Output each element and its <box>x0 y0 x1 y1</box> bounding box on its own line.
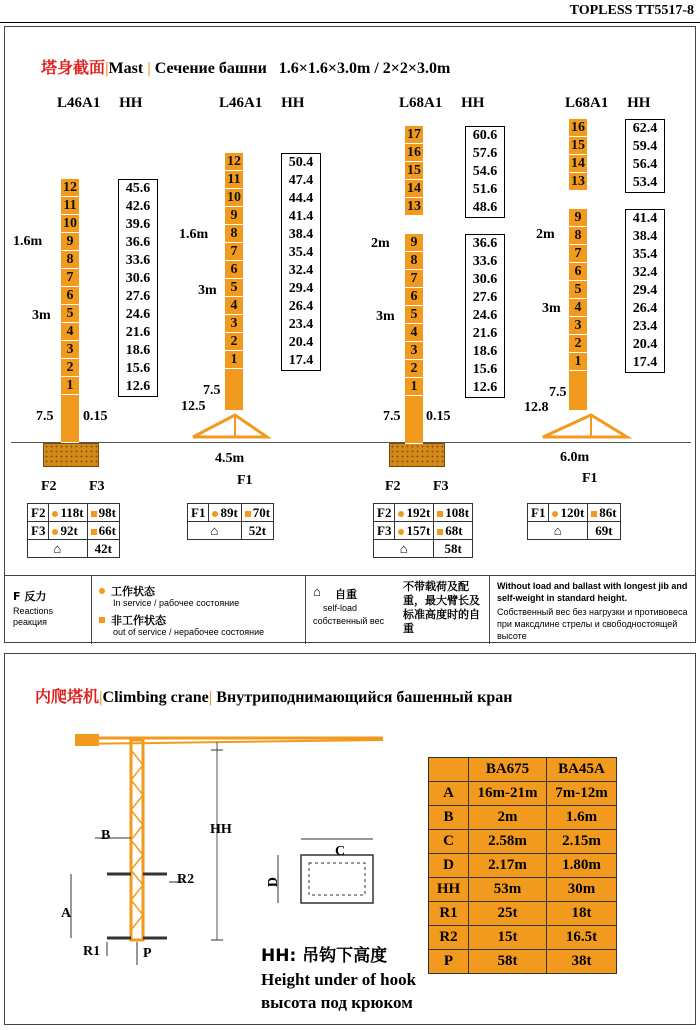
legend-out-service: 非工作状态 <box>99 611 166 629</box>
table-row <box>429 950 617 974</box>
col2-base1-dim: 7.5 <box>203 383 221 398</box>
table-row <box>429 926 617 950</box>
hh-value: 27.6 <box>472 290 498 305</box>
diagram-r1-label: R1 <box>83 944 101 959</box>
hh-value: 26.4 <box>288 299 314 314</box>
hh-value: 23.4 <box>288 317 314 332</box>
col3-header: L68A1 HH <box>399 95 485 111</box>
mast-segment: 9 <box>225 207 243 225</box>
hh-value: 29.4 <box>288 281 314 296</box>
hh-value: 21.6 <box>125 325 151 340</box>
hh-value: 53.4 <box>632 175 658 190</box>
col4-span-dim: 6.0m <box>560 450 590 465</box>
col1-reaction-table: F2 118t 98t F3 92t 66t ⌂ 42t <box>27 503 120 558</box>
table-row <box>429 782 617 806</box>
hh-value: 38.4 <box>288 227 314 242</box>
self-load-icon: ⌂ <box>188 522 242 540</box>
hh-value: 32.4 <box>632 265 658 280</box>
mast-segment: 2 <box>405 360 423 378</box>
col2-f1-label: F1 <box>237 473 253 488</box>
legend-note-zh: 不带载荷及配重，最大臂长及标准高度时的自重 <box>403 580 480 635</box>
mast-segment: 16 <box>571 120 585 135</box>
mast-segment: 2 <box>61 359 79 377</box>
hh-value: 23.4 <box>632 319 658 334</box>
table-cell: 15t <box>469 926 547 950</box>
mast-section-panel <box>4 26 696 643</box>
self-load-icon: ⌂ <box>374 540 434 558</box>
hh-value: 20.4 <box>288 335 314 350</box>
diagram-a-label: A <box>61 906 72 921</box>
hh-value: 18.6 <box>125 343 151 358</box>
table-row <box>429 830 617 854</box>
col3-hh-column <box>465 234 505 398</box>
mast-segment: 7 <box>569 245 587 263</box>
mast-segment: 6 <box>225 261 243 279</box>
mast-title-en: Mast <box>108 60 144 77</box>
hh-value: 44.4 <box>288 191 314 206</box>
col1-width-dim: 1.6m <box>13 234 43 249</box>
diagram-d-label: D <box>266 876 282 888</box>
legend-out-en: out of service / нерабочее состояние <box>113 627 265 637</box>
hh-value: 18.6 <box>472 344 498 359</box>
col2-hh-column <box>281 153 321 371</box>
hh-value: 35.4 <box>632 247 658 262</box>
table-cell: 25t <box>469 902 547 926</box>
legend-f-label: F 反力 <box>13 590 47 603</box>
hh-value: 41.4 <box>632 211 658 226</box>
table-cell: B <box>429 806 469 830</box>
table-cell: 2.58m <box>469 830 547 854</box>
mast-segment: 4 <box>405 324 423 342</box>
col1-f3-label: F3 <box>89 479 105 494</box>
mast-segment: 6 <box>405 288 423 306</box>
mast-segment: 10 <box>227 190 241 205</box>
diagram-c-label: C <box>335 844 346 859</box>
mast-segment: 5 <box>569 281 587 299</box>
col4-width-dim: 2m <box>536 227 555 242</box>
legend-self-ru: собственный вес <box>313 616 385 626</box>
hh-value: 17.4 <box>632 355 658 370</box>
col3-offset-dim: 0.15 <box>426 409 451 424</box>
col3-f2-label: F2 <box>385 479 401 494</box>
mast-segment: 5 <box>61 305 79 323</box>
table-cell: 2.17m <box>469 854 547 878</box>
mast-base-section <box>405 396 423 444</box>
col3-hh-top-column <box>465 126 505 218</box>
table-cell: 58t <box>469 950 547 974</box>
mast-segment: 10 <box>63 216 77 231</box>
col3-seg-dim: 3m <box>376 309 395 324</box>
mast-title-ru: Сечение башни <box>154 60 267 77</box>
mast-title: 塔身截面|Mast | Сечение башни 1.6×1.6×3.0m / 2×2×3.0m <box>41 58 451 77</box>
table-header <box>429 758 469 782</box>
table-cell: 16.5t <box>547 926 617 950</box>
hh-value: 54.6 <box>472 164 498 179</box>
mast-segment: 8 <box>405 252 423 270</box>
table-cell: 1.80m <box>547 854 617 878</box>
hh-value: 57.6 <box>472 146 498 161</box>
legend-note-en: Without load and ballast with longest jib and self-weight in standard height. <box>497 581 688 603</box>
hh-value: 59.4 <box>632 139 658 154</box>
diagram-b-label: B <box>101 828 111 843</box>
mast-segment: 4 <box>61 323 79 341</box>
mast-segment: 5 <box>225 279 243 297</box>
col4-base1-dim: 7.5 <box>549 385 567 400</box>
col2-reaction-table: F1 89t 70t ⌂ 52t <box>187 503 274 540</box>
mast-segment: 6 <box>61 287 79 305</box>
top-rule <box>0 22 700 23</box>
hh-value: 27.6 <box>125 289 151 304</box>
hh-value: 36.6 <box>125 235 151 250</box>
hh-value: 51.6 <box>472 182 498 197</box>
col4-seg-dim: 3m <box>542 301 561 316</box>
mast-segment: 14 <box>407 181 421 196</box>
hh-value: 32.4 <box>288 263 314 278</box>
mast-title-dims: 1.6×1.6×3.0m / 2×2×3.0m <box>278 60 451 77</box>
col4-header: L68A1 HH <box>565 95 651 111</box>
legend-note-ru: Собственный вес без нагрузки и противовеса при максдлине стрелы и свободностоящей высоте <box>497 607 688 641</box>
self-load-icon: ⌂ <box>313 584 321 599</box>
table-cell: D <box>429 854 469 878</box>
col4-hh-top-column <box>625 119 665 193</box>
hh-value: 12.6 <box>125 379 151 394</box>
table-cell: A <box>429 782 469 806</box>
self-load-icon: ⌂ <box>528 522 588 540</box>
hh-value: 21.6 <box>472 326 498 341</box>
mast-segment: 3 <box>405 342 423 360</box>
hh-value: 30.6 <box>125 271 151 286</box>
mast-title-zh: 塔身截面 <box>41 58 106 77</box>
document-code: TOPLESS TT5517-8 <box>569 3 694 18</box>
col2-seg-dim: 3m <box>198 283 217 298</box>
table-cell: 38t <box>547 950 617 974</box>
col2-base-frame <box>185 407 275 442</box>
hh-value: 47.4 <box>288 173 314 188</box>
hh-value: 60.6 <box>472 128 498 143</box>
table-cell: 18t <box>547 902 617 926</box>
mast-segment: 8 <box>225 225 243 243</box>
mast-segment: 16 <box>407 145 421 160</box>
hh-value: 33.6 <box>472 254 498 269</box>
mast-segment: 9 <box>61 233 79 251</box>
table-header: BA675 <box>469 758 547 782</box>
hh-value: 62.4 <box>632 121 658 136</box>
col1-base-dim: 7.5 <box>36 409 54 424</box>
mast-segment: 7 <box>61 269 79 287</box>
ground-line <box>11 442 691 443</box>
hh-value: 26.4 <box>632 301 658 316</box>
legend <box>5 575 695 643</box>
mast-segment: 9 <box>569 209 587 227</box>
table-cell: 2.15m <box>547 830 617 854</box>
mast-segment: 1 <box>61 377 79 395</box>
mast-segment: 5 <box>405 306 423 324</box>
col3-base-dim: 7.5 <box>383 409 401 424</box>
hh-value: 41.4 <box>288 209 314 224</box>
mast-segment: 2 <box>569 335 587 353</box>
climbing-crane-panel <box>4 653 696 1025</box>
legend-self-zh: 自重 <box>335 588 357 601</box>
mast-base-section <box>225 369 243 411</box>
mast-segment: 13 <box>571 174 585 189</box>
mast-base-section <box>569 371 587 411</box>
legend-self-en: self-load <box>323 603 358 613</box>
col3-width-dim: 2m <box>371 236 390 251</box>
col4-hh-column <box>625 209 665 373</box>
mast-segment: 7 <box>225 243 243 261</box>
table-header: BA45A <box>547 758 617 782</box>
table-row <box>429 902 617 926</box>
table-cell: R1 <box>429 902 469 926</box>
col3-f3-label: F3 <box>433 479 449 494</box>
col3-reaction-table: F2 192t 108t F3 157t 68t ⌂ 58t <box>373 503 473 558</box>
mast-segment: 4 <box>225 297 243 315</box>
mast-segment: 11 <box>225 171 243 189</box>
mast-segment: 7 <box>405 270 423 288</box>
col2-base2-dim: 12.5 <box>181 399 206 414</box>
hh-value: 15.6 <box>125 361 151 376</box>
hh-value: 17.4 <box>288 353 314 368</box>
hh-value: 24.6 <box>472 308 498 323</box>
mast-segment: 3 <box>569 317 587 335</box>
mast-segment: 9 <box>405 234 423 252</box>
table-cell: 7m-12m <box>547 782 617 806</box>
hh-value: 24.6 <box>125 307 151 322</box>
mast-segment: 15 <box>571 138 585 153</box>
col4-reaction-table: F1 120t 86t ⌂ 69t <box>527 503 621 540</box>
hh-value: 39.6 <box>125 217 151 232</box>
hh-value: 42.6 <box>125 199 151 214</box>
mast-segment: 13 <box>407 199 421 214</box>
mast-segment: 15 <box>407 163 421 178</box>
hh-value: 33.6 <box>125 253 151 268</box>
diagram-p-label: P <box>143 946 152 961</box>
hh-value: 36.6 <box>472 236 498 251</box>
col1-foundation <box>43 443 99 467</box>
mast-segment: 12 <box>227 154 241 169</box>
mast-segment: 1 <box>405 378 423 396</box>
mast-segment: 6 <box>569 263 587 281</box>
hh-value: 15.6 <box>472 362 498 377</box>
table-cell: HH <box>429 878 469 902</box>
col2-span-dim: 4.5m <box>215 451 245 466</box>
mast-segment: 11 <box>61 197 79 215</box>
self-load-icon: ⌂ <box>28 540 88 558</box>
table-cell: 53m <box>469 878 547 902</box>
diagram-r2-label: R2 <box>177 872 195 887</box>
table-cell: 2m <box>469 806 547 830</box>
col1-seg-dim: 3m <box>32 308 51 323</box>
mast-segment: 12 <box>63 180 77 195</box>
hh-value: 50.4 <box>288 155 314 170</box>
hh-value: 38.4 <box>632 229 658 244</box>
mast-segment: 1 <box>225 351 243 369</box>
col1-hh-column <box>118 179 158 397</box>
hh-value: 20.4 <box>632 337 658 352</box>
col2-header: L46A1 HH <box>219 95 305 111</box>
col1-header: L46A1 HH <box>57 95 143 111</box>
table-row <box>429 878 617 902</box>
col4-base-frame <box>537 407 633 442</box>
legend-in-service: 工作状态 <box>99 582 155 600</box>
hh-value: 29.4 <box>632 283 658 298</box>
mast-segment: 14 <box>571 156 585 171</box>
table-cell: 1.6m <box>547 806 617 830</box>
hh-note: HH: 吊钩下高度 Height under of hook высота под крюком <box>261 946 417 1012</box>
col1-f2-label: F2 <box>41 479 57 494</box>
mast-segment: 17 <box>407 127 421 142</box>
legend-in-en: In service / рабочее состояние <box>113 598 240 608</box>
hh-value: 35.4 <box>288 245 314 260</box>
col2-width-dim: 1.6m <box>179 227 209 242</box>
hh-value: 48.6 <box>472 200 498 215</box>
col4-base2-dim: 12.8 <box>524 400 549 415</box>
table-cell: R2 <box>429 926 469 950</box>
legend-f-ru: реакция <box>13 617 48 627</box>
col1-offset-dim: 0.15 <box>83 409 108 424</box>
hh-value: 45.6 <box>125 181 151 196</box>
mast-segment: 8 <box>61 251 79 269</box>
table-row <box>429 854 617 878</box>
mast-segment: 3 <box>61 341 79 359</box>
mast-segment: 3 <box>225 315 243 333</box>
mast-segment: 8 <box>569 227 587 245</box>
mast-base-section <box>61 395 79 443</box>
table-row <box>429 806 617 830</box>
col3-foundation <box>389 443 445 467</box>
col4-f1-label: F1 <box>582 471 598 486</box>
mast-segment: 2 <box>225 333 243 351</box>
table-cell: 30m <box>547 878 617 902</box>
climbing-title: 内爬塔机|Climbing crane| Внутриподнимающийся башенный кран <box>35 687 513 706</box>
table-cell: P <box>429 950 469 974</box>
mast-segment: 4 <box>569 299 587 317</box>
climbing-parameter-table <box>428 757 617 974</box>
diagram-hh-label: HH <box>210 822 232 837</box>
legend-f-en: Reactions <box>13 606 54 616</box>
table-cell: C <box>429 830 469 854</box>
hh-value: 12.6 <box>472 380 498 395</box>
hh-value: 56.4 <box>632 157 658 172</box>
hh-value: 30.6 <box>472 272 498 287</box>
table-cell: 16m-21m <box>469 782 547 806</box>
mast-segment: 1 <box>569 353 587 371</box>
